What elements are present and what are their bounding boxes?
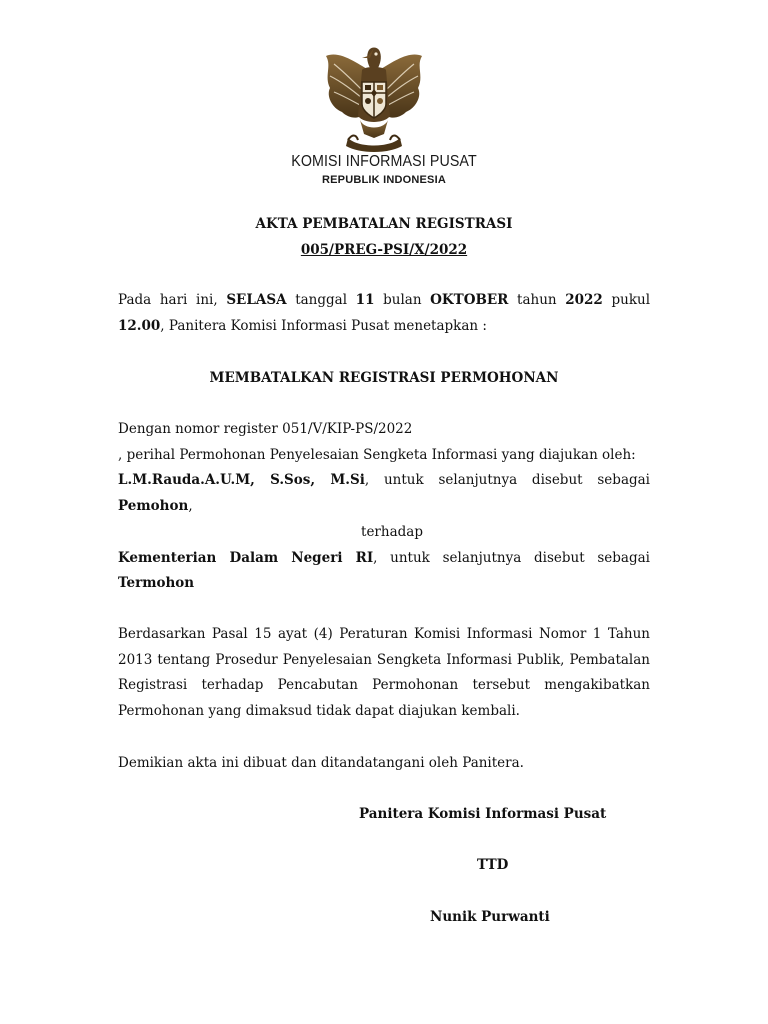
intro-month: OKTOBER bbox=[430, 292, 509, 308]
institution-name: KOMISI INFORMASI PUSAT bbox=[291, 153, 477, 170]
intro-text: Pada hari ini, bbox=[118, 292, 227, 308]
basis-line-4: Permohonan yang dimaksud tidak dapat diajukan kembali. bbox=[118, 703, 520, 720]
respondent-role-line bbox=[118, 571, 650, 597]
intro-text: , Panitera Komisi Informasi Pusat menetapkan : bbox=[160, 317, 487, 334]
parties-paragraph bbox=[118, 417, 650, 597]
intro-line-2 bbox=[118, 314, 650, 340]
document-title: AKTA PEMBATALAN REGISTRASI bbox=[255, 216, 513, 232]
applicant-role: Pemohon bbox=[118, 498, 189, 515]
applicant-role-line bbox=[118, 494, 650, 520]
respondent-name: Kementerian Dalam Negeri RI bbox=[118, 549, 374, 566]
signature-ttd: TTD bbox=[477, 857, 509, 873]
closing-paragraph bbox=[118, 751, 650, 777]
respondent-role: Termohon bbox=[118, 575, 195, 592]
intro-text: tahun bbox=[508, 292, 566, 308]
signature-office: Panitera Komisi Informasi Pusat bbox=[359, 806, 607, 822]
decision-heading: MEMBATALKAN REGISTRASI PERMOHONAN bbox=[209, 370, 559, 386]
intro-time: 12.00 bbox=[118, 317, 161, 334]
basis-line-3: Registrasi terhadap Pencabutan Permohonan tersebut mengakibatkan bbox=[118, 677, 650, 694]
intro-text: bulan bbox=[374, 292, 431, 308]
intro-paragraph bbox=[118, 288, 650, 339]
applicant-line bbox=[118, 468, 650, 494]
intro-day: SELASA bbox=[226, 292, 287, 308]
signature-name: Nunik Purwanti bbox=[430, 909, 550, 925]
garuda-emblem-icon bbox=[318, 42, 430, 154]
basis-paragraph bbox=[118, 622, 650, 725]
intro-text: pukul bbox=[602, 292, 651, 308]
country-name: REPUBLIK INDONESIA bbox=[322, 174, 446, 186]
basis-line-1: Berdasarkan Pasal 15 ayat (4) Peraturan Komisi Informasi Nomor 1 Tahun bbox=[118, 626, 650, 642]
intro-year: 2022 bbox=[565, 292, 603, 308]
subject-line: , perihal Permohonan Penyelesaian Sengketa Informasi yang diajukan oleh: bbox=[118, 446, 636, 463]
respondent-line bbox=[118, 546, 650, 572]
respondent-rest: , untuk selanjutnya disebut sebagai bbox=[373, 549, 650, 566]
document-number: 005/PREG-PSI/X/2022 bbox=[300, 242, 468, 258]
closing-line: Demikian akta ini dibuat dan ditandatangani oleh Panitera. bbox=[118, 755, 524, 771]
basis-line-2: 2013 tentang Prosedur Penyelesaian Sengketa Informasi Publik, Pembatalan bbox=[118, 651, 650, 668]
intro-line-1 bbox=[118, 288, 650, 314]
applicant-name: L.M.Rauda.A.U.M, S.Sos, M.Si bbox=[118, 472, 365, 489]
register-line: Dengan nomor register 051/V/KIP-PS/2022 bbox=[118, 421, 413, 437]
comma: , bbox=[188, 498, 193, 515]
applicant-rest: , untuk selanjutnya disebut sebagai bbox=[364, 472, 650, 489]
intro-date: 11 bbox=[355, 292, 375, 308]
against-line: terhadap bbox=[361, 523, 423, 540]
intro-text: tanggal bbox=[286, 292, 356, 308]
